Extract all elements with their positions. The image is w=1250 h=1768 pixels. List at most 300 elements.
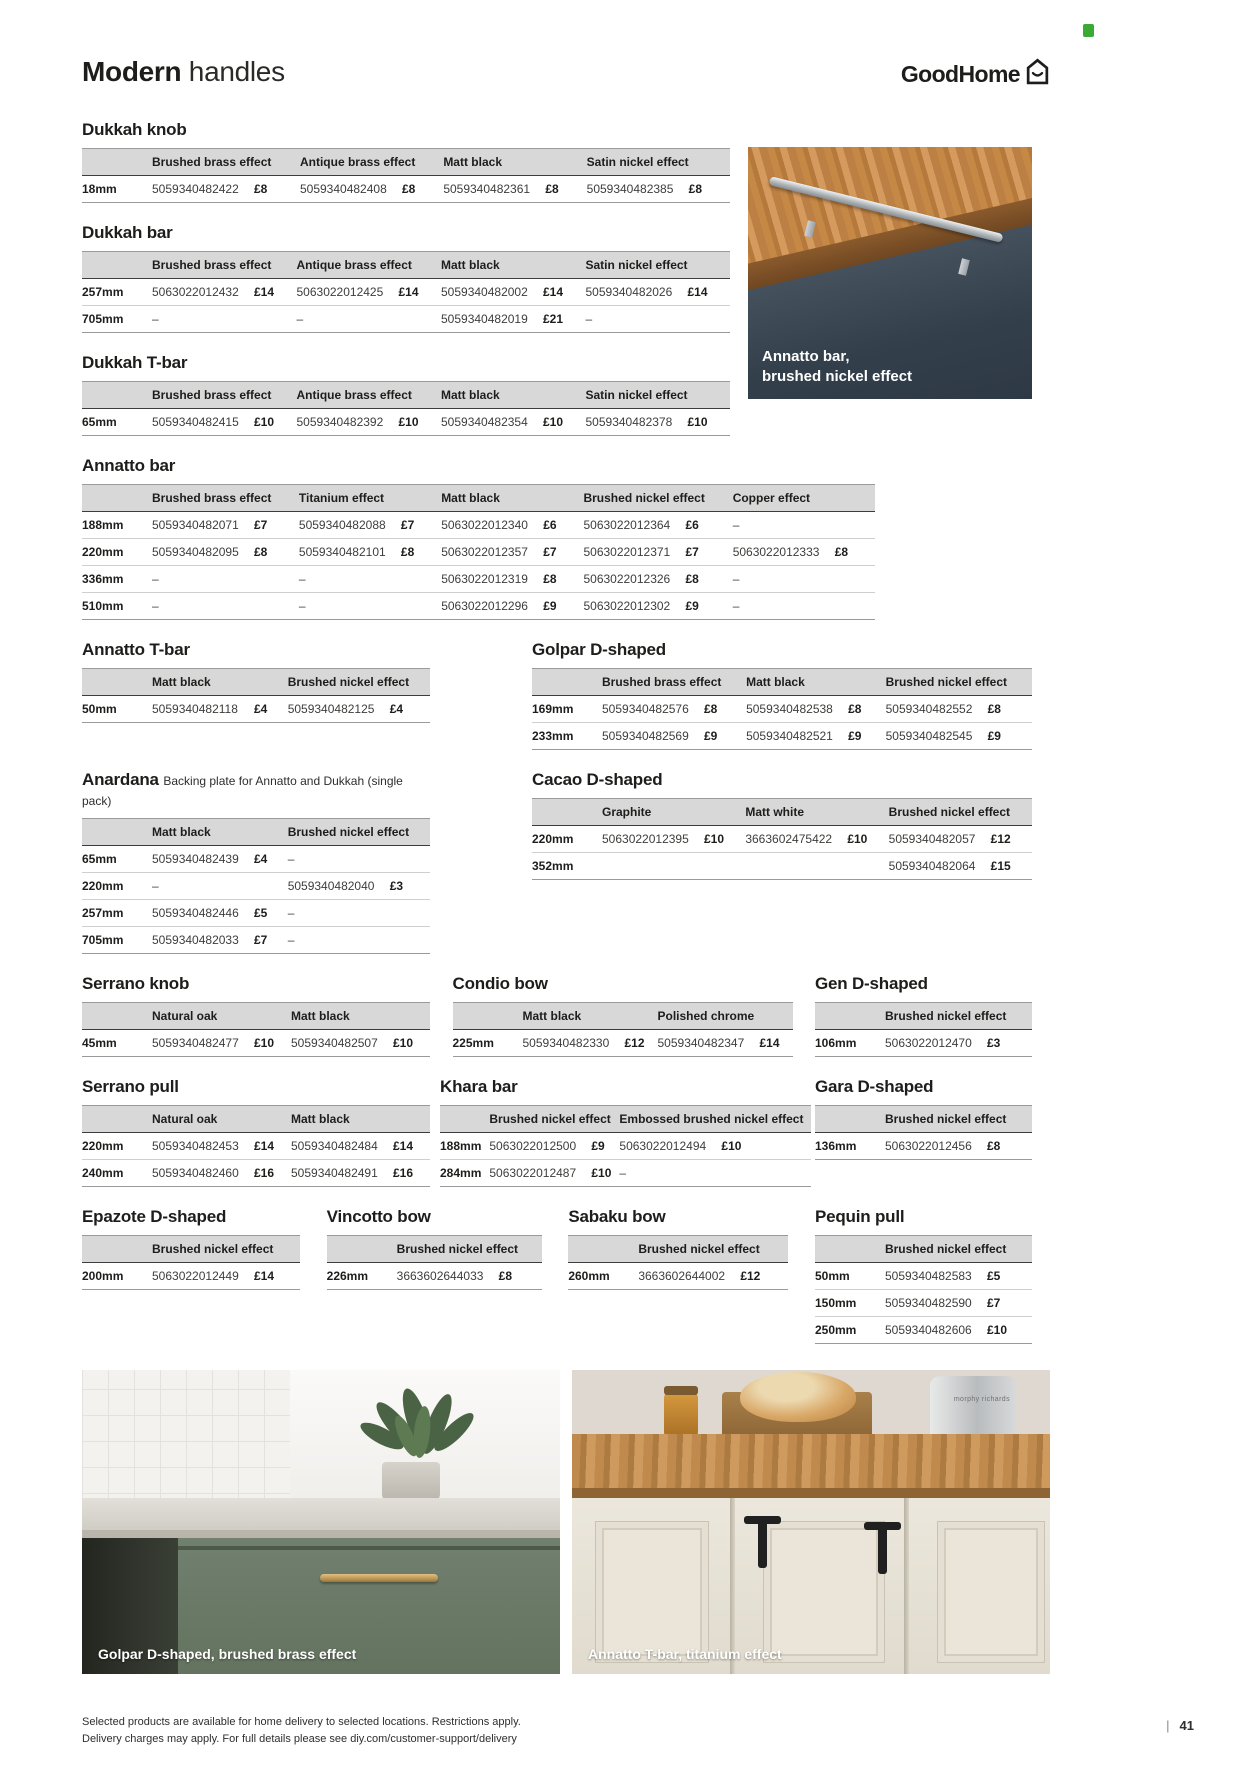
table-row [453, 1030, 793, 1057]
product-code: 5059340482071 [152, 518, 239, 532]
table-row [82, 873, 430, 900]
size-cell: 65mm [82, 409, 152, 436]
table-header-row [82, 819, 430, 846]
product-code: 5059340482439 [152, 852, 239, 866]
table-row [82, 566, 875, 593]
size-cell: 136mm [815, 1133, 885, 1160]
product-code: 5059340482330 [522, 1036, 610, 1050]
column-header: Satin nickel effect [587, 149, 730, 176]
table-row [82, 593, 875, 620]
product-code: 5063022012456 [885, 1139, 972, 1153]
product-table [82, 381, 730, 436]
product-cell [583, 593, 732, 620]
product-code: 5063022012487 [489, 1166, 577, 1180]
product-code: 5059340482125 [287, 702, 375, 716]
product-code: 5059340482019 [441, 312, 528, 326]
product-cell [152, 409, 297, 436]
section-title: Dukkah knob [82, 120, 187, 139]
product-cell [583, 566, 732, 593]
product-code: – [585, 312, 593, 326]
size-column-header [453, 1003, 523, 1030]
column-header: Brushed brass effect [152, 149, 300, 176]
table-row [532, 696, 1032, 723]
hero-product-photo [748, 147, 1032, 399]
drawer-seam-graphic [178, 1546, 560, 1550]
product-cell [152, 539, 299, 566]
product-cell [586, 409, 731, 436]
section-dukkah-knob [82, 120, 730, 203]
product-table [532, 798, 1032, 880]
table-row [815, 1290, 1032, 1317]
size-cell: 510mm [82, 593, 152, 620]
product-price: £9 [591, 1139, 605, 1153]
column-header: Matt black [152, 669, 288, 696]
table-row [82, 409, 730, 436]
product-cell [733, 539, 875, 566]
product-code: 3663602475422 [745, 832, 833, 846]
product-code: 5063022012296 [441, 599, 528, 613]
product-cell [583, 512, 732, 539]
product-price: £14 [398, 285, 419, 299]
jar-lid-graphic [664, 1386, 698, 1395]
product-price: £8 [688, 182, 702, 196]
product-code: 5059340482392 [296, 415, 384, 429]
product-price: £10 [543, 415, 564, 429]
size-cell: 257mm [82, 279, 152, 306]
section-vincotto-bow [327, 1207, 542, 1344]
section-title: Dukkah T-bar [82, 353, 188, 372]
table-header-row [82, 149, 730, 176]
product-code: 5059340482460 [152, 1166, 239, 1180]
footer-line2: Delivery charges may apply. For full details please see diy.com/customer-support/delivery [82, 1732, 517, 1745]
product-price: £12 [990, 832, 1011, 846]
product-cell [583, 539, 732, 566]
product-cell [152, 593, 299, 620]
product-table-grid [532, 668, 1032, 750]
product-cell [602, 853, 745, 880]
product-cell [885, 1133, 1032, 1160]
size-column-header [568, 1236, 638, 1263]
product-table [327, 1235, 542, 1290]
product-code: – [287, 933, 295, 947]
column-header: Brushed brass effect [602, 669, 746, 696]
product-code: 5059340482057 [888, 832, 976, 846]
wood-worktop-graphic [572, 1434, 1050, 1492]
column-header: Polished chrome [658, 1003, 793, 1030]
product-code: 5059340482583 [884, 1269, 972, 1283]
size-cell: 233mm [532, 723, 602, 750]
table-header-row [82, 1003, 430, 1030]
section-epazote-d-shaped [82, 1207, 300, 1344]
product-code: – [732, 518, 740, 532]
photo-caption: Annatto T-bar, titanium effect [588, 1646, 782, 1662]
product-cell [886, 696, 1032, 723]
size-cell: 336mm [82, 566, 152, 593]
product-table [82, 1002, 430, 1057]
product-cell [733, 566, 875, 593]
product-price: £4 [254, 852, 268, 866]
product-table-grid [532, 798, 1032, 880]
product-code: 5063022012340 [441, 518, 528, 532]
product-code: 5059340482361 [443, 182, 531, 196]
table-header-row [815, 1236, 1032, 1263]
product-cell [397, 1263, 542, 1290]
product-code: 5063022012494 [619, 1139, 707, 1153]
product-code: 5059340482606 [884, 1323, 972, 1337]
product-price: £4 [389, 702, 404, 716]
product-table-grid [815, 1105, 1032, 1160]
product-code: 5059340482064 [888, 859, 976, 873]
bread-graphic [740, 1372, 856, 1422]
product-table [82, 484, 875, 620]
product-code: – [732, 599, 740, 613]
product-cell [885, 1030, 1032, 1057]
product-code: 5063022012470 [885, 1036, 972, 1050]
product-code: 5059340482088 [298, 518, 386, 532]
hero-caption-line1: Annatto bar, [762, 347, 850, 365]
product-table [82, 1105, 430, 1187]
product-price: £9 [704, 729, 718, 743]
product-cell [885, 1263, 1032, 1290]
column-header: Antique brass effect [300, 149, 443, 176]
section-title: Vincotto bow [326, 1207, 431, 1226]
product-price: £3 [987, 1036, 1001, 1050]
column-header: Brushed nickel effect [889, 799, 1032, 826]
product-code: 5059340482484 [291, 1139, 378, 1153]
product-code: – [152, 572, 159, 586]
product-code: – [287, 906, 295, 920]
product-cell [152, 279, 297, 306]
column-header: Graphite [602, 799, 745, 826]
product-cell [291, 1133, 430, 1160]
product-price: £10 [591, 1166, 612, 1180]
product-table-grid [82, 148, 730, 203]
section-golpar-d-shaped [532, 640, 1032, 750]
product-code: 5059340482446 [152, 906, 239, 920]
product-code: 3663602644002 [638, 1269, 726, 1283]
product-price: £8 [987, 1139, 1001, 1153]
table-header-row [815, 1003, 1032, 1030]
product-price: £10 [254, 1036, 275, 1050]
product-table [440, 1105, 805, 1187]
product-price: £10 [986, 1323, 1007, 1337]
product-price: £16 [254, 1166, 275, 1180]
product-table [815, 1105, 1032, 1160]
product-cell [291, 1030, 430, 1057]
size-column-header [82, 669, 152, 696]
product-cell [288, 873, 430, 900]
product-code: – [152, 599, 159, 613]
size-column-header [815, 1106, 885, 1133]
product-price: £8 [498, 1269, 513, 1283]
product-cell [587, 176, 730, 203]
product-code: 5063022012319 [441, 572, 528, 586]
product-price: £8 [254, 182, 268, 196]
section-gara-d-shaped [815, 1077, 1032, 1187]
product-price: £9 [685, 599, 699, 613]
table-row [82, 900, 430, 927]
product-cell [441, 306, 586, 333]
product-price: £14 [254, 1139, 275, 1153]
column-header: Matt black [441, 485, 583, 512]
product-price: £6 [685, 518, 699, 532]
product-price: £10 [721, 1139, 742, 1153]
product-cell [443, 176, 586, 203]
product-price: £9 [848, 729, 862, 743]
product-code: 5059340482095 [152, 545, 239, 559]
product-price: £9 [543, 599, 557, 613]
column-header: Matt white [745, 799, 888, 826]
product-code: 5059340482415 [152, 415, 239, 429]
product-cell [638, 1263, 788, 1290]
brass-handle-graphic [320, 1574, 438, 1582]
size-column-header [82, 819, 152, 846]
product-code: 5059340482507 [291, 1036, 378, 1050]
product-code: 5059340482347 [657, 1036, 745, 1050]
product-cell [489, 1133, 619, 1160]
product-cell [300, 176, 443, 203]
product-price: £8 [545, 182, 559, 196]
product-table-grid [82, 251, 730, 333]
size-cell: 705mm [82, 927, 152, 954]
product-cell [745, 853, 888, 880]
product-cell [523, 1030, 658, 1057]
shaker-panel-graphic [938, 1522, 1044, 1662]
product-cell [288, 846, 430, 873]
worktop-edge-graphic [572, 1488, 1050, 1498]
product-price: £3 [389, 879, 404, 893]
table-row [440, 1133, 811, 1160]
product-cell [889, 853, 1032, 880]
product-cell [291, 1160, 430, 1187]
table-row [82, 1160, 430, 1187]
size-cell: 284mm [440, 1160, 489, 1187]
product-table-grid [82, 1105, 430, 1187]
product-code: 3663602644033 [396, 1269, 484, 1283]
product-cell [297, 279, 442, 306]
shaker-panel-graphic [764, 1522, 884, 1662]
product-code: 5059340482040 [287, 879, 375, 893]
product-code: 5063022012302 [583, 599, 671, 613]
section-anardana [82, 770, 430, 954]
size-column-header [82, 1106, 152, 1133]
product-code: 5059340482453 [152, 1139, 239, 1153]
table-row [440, 1160, 811, 1187]
product-cell [152, 1160, 291, 1187]
product-price: £5 [254, 906, 268, 920]
product-cell [152, 176, 300, 203]
product-cell [299, 593, 441, 620]
table-row [82, 927, 430, 954]
table-row [82, 279, 730, 306]
column-header: Satin nickel effect [586, 252, 731, 279]
product-table [82, 668, 430, 723]
product-cell [733, 512, 875, 539]
size-cell: 106mm [815, 1030, 885, 1057]
column-header: Brushed nickel effect [885, 1236, 1032, 1263]
product-cell [152, 900, 288, 927]
product-cell [441, 566, 583, 593]
table-header-row [82, 1106, 430, 1133]
section-condio-bow [453, 974, 793, 1057]
page-title [82, 56, 285, 88]
table-header-row [440, 1106, 811, 1133]
product-code: 5063022012425 [296, 285, 384, 299]
size-column-header [532, 669, 602, 696]
product-code: – [287, 852, 295, 866]
product-cell [299, 566, 441, 593]
size-cell: 352mm [532, 853, 602, 880]
size-cell: 250mm [815, 1317, 885, 1344]
size-column-header [815, 1003, 885, 1030]
product-price: £8 [848, 702, 862, 716]
product-table [82, 1235, 300, 1290]
hero-caption [762, 347, 912, 388]
size-cell: 18mm [82, 176, 152, 203]
product-code: 5063022012432 [152, 285, 239, 299]
size-cell: 226mm [327, 1263, 397, 1290]
product-cell [746, 696, 886, 723]
table-header-row [327, 1236, 542, 1263]
product-cell [619, 1133, 811, 1160]
column-header: Matt black [291, 1106, 430, 1133]
size-column-header [532, 799, 602, 826]
product-cell [889, 826, 1032, 853]
product-price: £10 [687, 415, 708, 429]
column-header: Matt black [443, 149, 586, 176]
table-row [815, 1317, 1032, 1344]
product-price: £12 [740, 1269, 761, 1283]
product-code: 5059340482033 [152, 933, 239, 947]
section-pequin-pull [815, 1207, 1032, 1344]
product-price: £8 [685, 572, 699, 586]
product-code: – [298, 599, 306, 613]
product-code: – [296, 312, 304, 326]
plant-graphic [332, 1370, 502, 1476]
column-header: Brushed nickel effect [152, 1236, 300, 1263]
product-cell [152, 696, 288, 723]
size-cell: 257mm [82, 900, 152, 927]
product-cell [288, 900, 430, 927]
table-row [82, 696, 430, 723]
product-cell [441, 593, 583, 620]
product-table [82, 251, 730, 333]
table-row [82, 1263, 300, 1290]
product-price: £7 [986, 1296, 1001, 1310]
product-cell [152, 927, 288, 954]
section-dukkah-bar [82, 223, 730, 333]
product-table-grid [327, 1235, 542, 1290]
table-header-row [82, 669, 430, 696]
section-title: Serrano knob [82, 974, 190, 993]
product-price: £15 [990, 859, 1011, 873]
product-cell [152, 1030, 291, 1057]
product-code: – [619, 1166, 627, 1180]
product-code: 5059340482002 [441, 285, 528, 299]
size-cell: 220mm [82, 539, 152, 566]
product-price: £12 [624, 1036, 645, 1050]
product-price: £7 [543, 545, 557, 559]
footer-line1: Selected products are available for home delivery to selected locations. Restrictions apply. [82, 1716, 521, 1728]
size-cell: 220mm [82, 873, 152, 900]
product-price: £10 [254, 415, 275, 429]
product-code: 5059340482422 [152, 182, 239, 196]
product-price: £10 [847, 832, 868, 846]
worktop-graphic [82, 1498, 560, 1532]
product-price: £14 [393, 1139, 414, 1153]
page-title-bold: Modern [82, 56, 182, 87]
product-table-grid [82, 1235, 300, 1290]
product-code: 5063022012500 [489, 1139, 577, 1153]
column-header: Matt black [291, 1003, 430, 1030]
product-cell [602, 723, 746, 750]
table-row [82, 306, 730, 333]
column-header: Copper effect [733, 485, 875, 512]
product-code: 5059340482118 [152, 702, 238, 716]
column-header: Antique brass effect [297, 382, 442, 409]
product-cell [299, 539, 441, 566]
section-title: Serrano pull [82, 1077, 179, 1096]
table-header-row [82, 252, 730, 279]
product-table [453, 1002, 793, 1057]
product-code: 5063022012395 [602, 832, 689, 846]
section-title: Golpar D-shaped [532, 640, 666, 659]
size-column-header [82, 1003, 152, 1030]
product-code: 5063022012364 [583, 518, 671, 532]
size-cell: 220mm [82, 1133, 152, 1160]
hero-caption-line2: brushed nickel effect [762, 367, 913, 385]
table-row [327, 1263, 542, 1290]
column-header: Antique brass effect [297, 252, 442, 279]
table-header-row [815, 1106, 1032, 1133]
section-gen-d-shaped [815, 974, 1032, 1057]
column-header: Matt black [441, 252, 586, 279]
product-code: 5059340482552 [885, 702, 973, 716]
table-row [82, 846, 430, 873]
product-code: 5059340482521 [746, 729, 833, 743]
product-code: 5059340482538 [746, 702, 833, 716]
product-cell [885, 1290, 1032, 1317]
product-price: £7 [254, 933, 268, 947]
goodhome-logo-text: GoodHome [900, 60, 1020, 87]
product-cell [441, 539, 583, 566]
page-number-divider: | [1166, 1718, 1170, 1733]
product-cell [441, 279, 586, 306]
product-table [82, 148, 730, 203]
product-price: £8 [254, 545, 268, 559]
page-number: | 41 [1166, 1718, 1194, 1733]
shaker-panel-graphic [596, 1522, 708, 1662]
product-price: £8 [834, 545, 849, 559]
appliance-brand-label: morphy richards [953, 1396, 1010, 1403]
section-serrano-knob [82, 974, 430, 1057]
size-cell: 200mm [82, 1263, 152, 1290]
size-cell: 240mm [82, 1160, 152, 1187]
jar-graphic [664, 1392, 698, 1438]
product-table [532, 668, 1032, 750]
photo-caption: Golpar D-shaped, brushed brass effect [98, 1646, 357, 1662]
product-code: 5063022012326 [583, 572, 671, 586]
product-price: £8 [704, 702, 718, 716]
size-cell: 50mm [82, 696, 152, 723]
section-sabaku-bow [568, 1207, 788, 1344]
section-title: Khara bar [440, 1077, 518, 1096]
product-cell [733, 593, 875, 620]
product-code: 5059340482545 [885, 729, 973, 743]
product-cell [746, 723, 886, 750]
product-code: 5059340482354 [441, 415, 528, 429]
table-row [815, 1030, 1032, 1057]
